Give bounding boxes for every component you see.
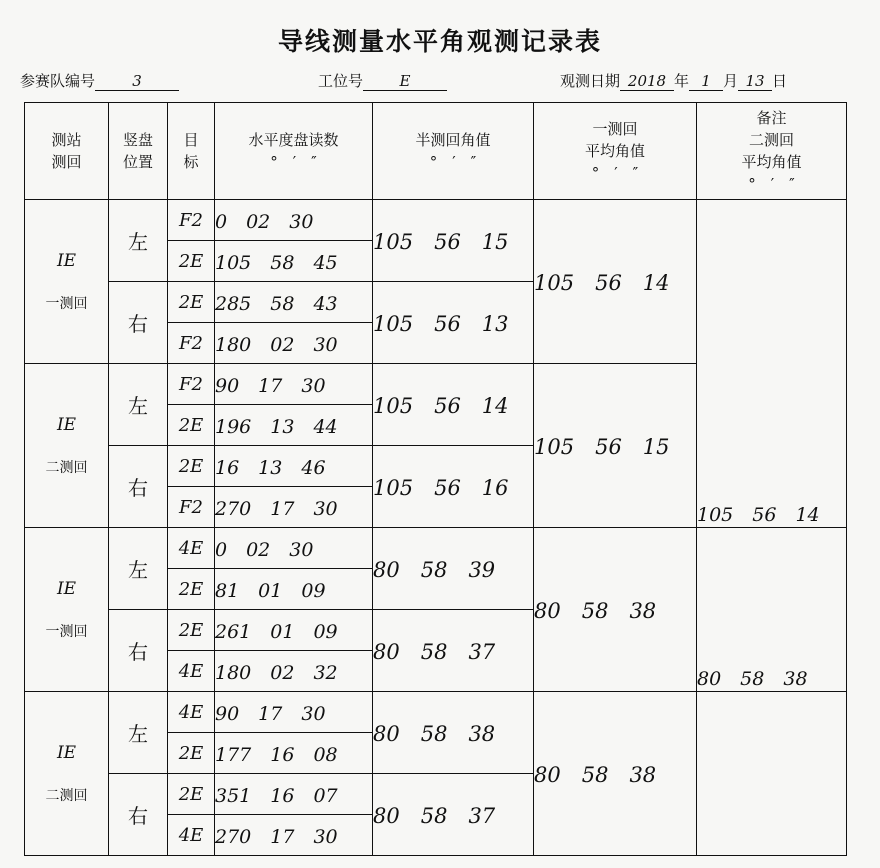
table-row — [25, 528, 847, 569]
station-round-cell — [25, 528, 109, 692]
two-round-mean-cell: 80 58 38 — [697, 528, 847, 692]
one-round-mean-cell: 80 58 38 — [534, 692, 697, 856]
half-round-angle-cell: 80 58 37 — [373, 610, 534, 692]
header-row — [25, 103, 847, 200]
round-label: 二测回 — [45, 787, 88, 804]
face-right-cell: 右 — [109, 446, 168, 528]
face-left-cell: 左 — [109, 692, 168, 774]
one-round-mean-cell: 105 56 15 — [534, 364, 697, 528]
target-cell: 2E — [168, 733, 215, 774]
target-cell: 4E — [168, 651, 215, 692]
reading-cell: 16 13 46 — [215, 446, 373, 487]
reading-cell: 90 17 30 — [215, 364, 373, 405]
reading-cell: 105 58 45 — [215, 241, 373, 282]
team-number-field — [20, 70, 179, 91]
target-cell: 2E — [168, 405, 215, 446]
col-header-face-position: 竖盘 位置 — [109, 103, 168, 200]
two-round-mean-cell-empty — [697, 692, 847, 856]
station-id: IE — [56, 578, 77, 599]
date-month: 1 — [689, 72, 723, 91]
face-left-cell: 左 — [109, 200, 168, 282]
col-header-circle-reading: 水平度盘读数 ° ′ ″ — [215, 103, 373, 200]
station-id: IE — [56, 742, 77, 763]
target-cell: 2E — [168, 282, 215, 323]
round-label: 一测回 — [45, 623, 88, 640]
target-cell: 2E — [168, 241, 215, 282]
station-number-field — [318, 70, 447, 91]
half-round-angle-cell: 105 56 13 — [373, 282, 534, 364]
year-char: 年 — [674, 72, 690, 90]
target-cell: 2E — [168, 774, 215, 815]
target-cell: 2E — [168, 569, 215, 610]
half-round-angle-cell: 105 56 15 — [373, 200, 534, 282]
reading-cell: 196 13 44 — [215, 405, 373, 446]
col-header-target: 目 标 — [168, 103, 215, 200]
reading-cell: 0 02 30 — [215, 200, 373, 241]
reading-cell: 177 16 08 — [215, 733, 373, 774]
face-left-cell: 左 — [109, 364, 168, 446]
reading-cell: 81 01 09 — [215, 569, 373, 610]
half-round-angle-cell: 80 58 37 — [373, 774, 534, 856]
col-header-one-round-mean: 一测回 平均角值 ° ′ ″ — [534, 103, 697, 200]
station-number-value: E — [363, 72, 447, 91]
target-cell: F2 — [168, 487, 215, 528]
team-number-label: 参赛队编号 — [20, 72, 96, 90]
table-row — [25, 692, 847, 733]
half-round-angle-cell: 105 56 14 — [373, 364, 534, 446]
station-round-cell — [25, 692, 109, 856]
face-left-cell: 左 — [109, 528, 168, 610]
observation-date-field — [560, 70, 787, 91]
reading-cell: 285 58 43 — [215, 282, 373, 323]
target-cell: 2E — [168, 610, 215, 651]
col-header-half-round-angle: 半测回角值 ° ′ ″ — [373, 103, 534, 200]
reading-cell: 180 02 32 — [215, 651, 373, 692]
face-right-cell: 右 — [109, 610, 168, 692]
half-round-angle-cell: 80 58 38 — [373, 692, 534, 774]
station-number-label: 工位号 — [318, 72, 364, 90]
target-cell: F2 — [168, 364, 215, 405]
table-row — [25, 200, 847, 241]
observation-table — [24, 102, 847, 856]
target-cell: F2 — [168, 200, 215, 241]
station-id: IE — [56, 250, 77, 271]
target-cell: 4E — [168, 692, 215, 733]
team-number-value: 3 — [95, 72, 179, 91]
date-label: 观测日期 — [560, 72, 621, 90]
form-title: 导线测量水平角观测记录表 — [277, 27, 602, 56]
reading-cell: 90 17 30 — [215, 692, 373, 733]
station-round-cell — [25, 364, 109, 528]
day-char: 日 — [772, 72, 788, 90]
face-right-cell: 右 — [109, 774, 168, 856]
round-label: 一测回 — [45, 295, 88, 312]
one-round-mean-cell: 80 58 38 — [534, 528, 697, 692]
target-cell: 4E — [168, 528, 215, 569]
col-header-station-round: 测站 测回 — [25, 103, 109, 200]
half-round-angle-cell: 80 58 39 — [373, 528, 534, 610]
reading-cell: 270 17 30 — [215, 815, 373, 856]
month-char: 月 — [723, 72, 739, 90]
reading-cell: 270 17 30 — [215, 487, 373, 528]
target-cell: F2 — [168, 323, 215, 364]
target-cell: 4E — [168, 815, 215, 856]
col-header-remarks-two-round-mean: 备注 二测回 平均角值 ° ′ ″ — [697, 103, 847, 200]
reading-cell: 180 02 30 — [215, 323, 373, 364]
face-right-cell: 右 — [109, 282, 168, 364]
round-label: 二测回 — [45, 459, 88, 476]
reading-cell: 351 16 07 — [215, 774, 373, 815]
date-day: 13 — [738, 72, 772, 91]
date-year: 2018 — [620, 72, 674, 91]
station-id: IE — [56, 414, 77, 435]
half-round-angle-cell: 105 56 16 — [373, 446, 534, 528]
reading-cell: 0 02 30 — [215, 528, 373, 569]
target-cell: 2E — [168, 446, 215, 487]
reading-cell: 261 01 09 — [215, 610, 373, 651]
station-round-cell — [25, 200, 109, 364]
two-round-mean-cell: 105 56 14 — [697, 200, 847, 528]
one-round-mean-cell: 105 56 14 — [534, 200, 697, 364]
